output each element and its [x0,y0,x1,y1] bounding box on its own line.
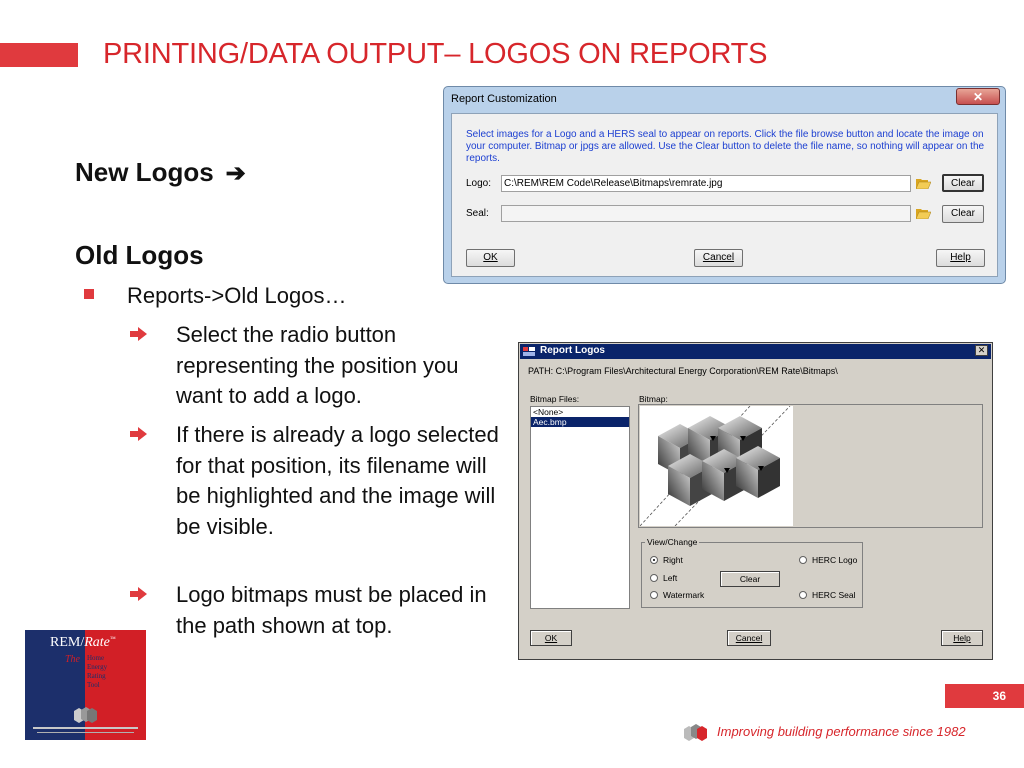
arrow-bullet-icon [130,587,147,601]
dialog-body [451,113,998,277]
cancel-button-label: Cancel [735,633,763,643]
logo-fineprint-line [37,732,134,733]
logo-line: Energy [87,663,108,671]
close-button[interactable] [975,345,988,356]
seal-clear-button[interactable]: Clear [942,205,984,223]
radio-right[interactable] [650,556,658,564]
logo-tm-text: ™ [109,636,116,643]
logo-clear-button[interactable]: Clear [942,174,984,192]
cancel-button-label: Cancel [702,252,735,263]
heading-old-logos: Old Logos [75,240,204,270]
help-button[interactable] [941,630,983,646]
sub-bullet-3: Logo bitmaps must be placed in the path shown at top. [176,582,487,638]
help-button[interactable] [936,249,985,267]
close-button[interactable] [956,88,1000,105]
radio-herc-seal[interactable] [799,591,807,599]
close-icon: ✕ [977,345,986,355]
footer-tagline: Improving building performance since 1982 [717,724,966,739]
cancel-button[interactable] [694,249,743,267]
logo-rate-text: Rate [84,635,110,650]
radio-herc-logo[interactable] [799,556,807,564]
ok-button[interactable] [466,249,515,267]
dialog-title: Report Logos [540,345,605,356]
logo-the-text: The [65,654,80,665]
radio-watermark[interactable] [650,591,658,599]
aec-logo-bitmap [640,406,793,526]
bitmap-files-label: Bitmap Files: [530,394,580,404]
dialog-title: Report Customization [451,93,557,105]
bitmap-preview [638,404,983,528]
logo-rem-text: REM/ [50,635,85,650]
close-icon: ✕ [972,90,984,104]
logo-line: Home [87,654,105,662]
folder-open-icon[interactable] [916,178,931,189]
ok-button-label: OK [544,633,558,643]
list-item-selected[interactable]: Aec.bmp [531,417,629,427]
heading-new-logos-label: New Logos [75,157,214,187]
title-bar [520,344,991,359]
cancel-button[interactable] [727,630,771,646]
view-change-label: View/Change [647,537,698,547]
folder-open-icon[interactable] [916,208,931,219]
bitmap-path: PATH: C:\Program Files\Architectural Energy Corporation\REM Rate\Bitmaps\ [528,366,838,376]
title-accent-bar [0,43,78,67]
ok-button[interactable] [530,630,572,646]
sub-bullet-1: Select the radio button representing the position you want to add a logo. [176,322,459,408]
bitmap-label: Bitmap: [639,394,668,404]
help-button-label: Help [953,633,971,643]
logo-wordmark [50,635,116,651]
seal-path-field[interactable] [501,205,911,222]
radio-herc-logo-label: HERC Logo [812,555,858,565]
clear-button[interactable]: Clear [720,571,780,587]
aec-cubes-icon [72,706,98,724]
sub-bullet-2: If there is already a logo selected for that position, its filename will be highlighted and the image will be visible. [176,422,499,539]
aec-cubes-icon [683,723,709,742]
report-customization-dialog [443,86,1006,284]
radio-right-label: Right [663,555,683,565]
logo-line: Rating [87,672,106,680]
bullet-reports-old-logos: Reports->Old Logos… [127,283,347,308]
logo-line: Tool [87,681,100,689]
app-icon [523,347,535,356]
list-item[interactable]: <None> [533,407,564,417]
dialog-description: Select images for a Logo and a HERS seal to appear on reports. Click the file browse button and locate the image on your computer. Bitmap or jpgs are allowed. Use the Clear button to delete the file name, so nothing will appear on the reports. [466,129,985,164]
radio-herc-seal-label: HERC Seal [812,590,856,600]
radio-left[interactable] [650,574,658,582]
radio-left-label: Left [663,573,678,583]
logo-fineprint-line [33,727,138,729]
rem-rate-logo [25,630,146,740]
report-logos-dialog [518,342,993,660]
logo-tagline [87,654,107,690]
square-bullet-icon [84,289,94,299]
seal-label: Seal: [466,208,489,219]
ok-button-label: OK [483,252,498,263]
logo-label: Logo: [466,178,492,189]
slide-title: PRINTING/DATA OUTPUT– LOGOS ON REPORTS [103,38,768,70]
heading-new-logos [75,157,246,188]
bitmap-files-list[interactable] [530,406,630,609]
help-button-label: Help [950,252,971,263]
arrow-bullet-icon [130,427,147,441]
page-number: 36 [945,684,1024,708]
right-arrow-icon: ➔ [225,160,246,187]
radio-watermark-label: Watermark [663,590,705,600]
arrow-bullet-icon [130,327,147,341]
logo-path-field[interactable]: C:\REM\REM Code\Release\Bitmaps\remrate.jpg [501,175,911,192]
